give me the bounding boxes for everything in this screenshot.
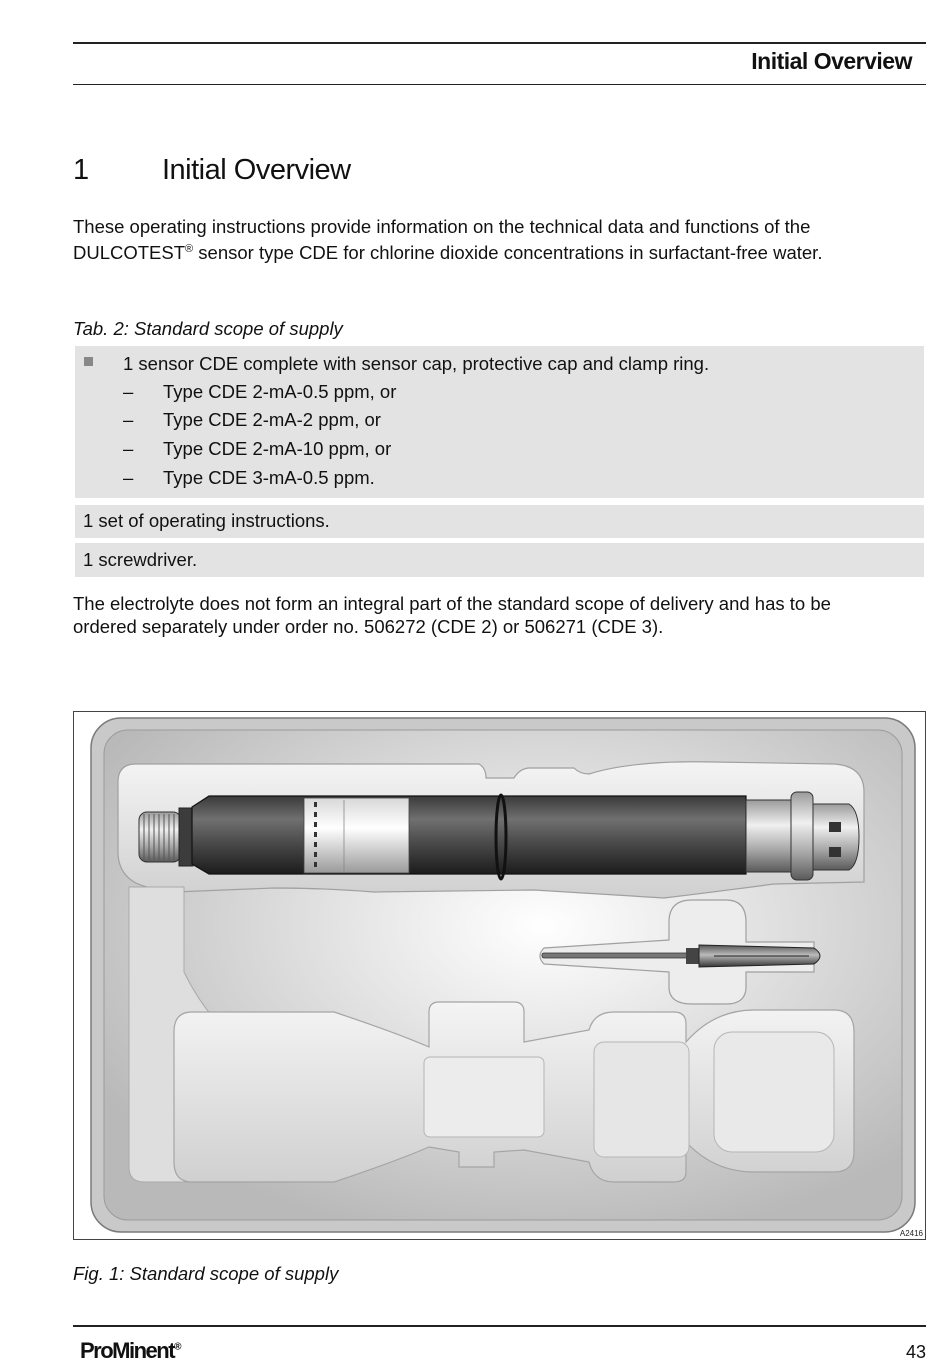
- running-header-title: Initial Overview: [751, 48, 912, 74]
- screwdriver-item-text: 1 screwdriver.: [83, 549, 198, 570]
- sensor-cde-icon: [139, 792, 859, 880]
- intro-paragraph: [73, 215, 923, 264]
- electrolyte-note: [73, 592, 923, 638]
- instructions-item-text: 1 set of operating instructions.: [83, 510, 330, 531]
- note-line-2: ordered separately under order no. 506272 (CDE 2) or 506271 (CDE 3).: [73, 616, 664, 637]
- sensor-type-item: Type CDE 3-mA-0.5 ppm.: [163, 467, 375, 488]
- square-bullet-icon: [84, 357, 93, 366]
- bottle-cap-recess: [594, 1042, 689, 1157]
- prominent-logo: [80, 1338, 181, 1364]
- intro-line-1: These operating instructions provide information on the technical data and functions of the: [73, 216, 811, 237]
- bottle-body-recess: [714, 1032, 834, 1152]
- dash-bullet-icon: –: [123, 467, 134, 488]
- table-row-sensor: [75, 346, 924, 498]
- packaging-illustration: [74, 712, 925, 1239]
- table-caption: Tab. 2: Standard scope of supply: [73, 318, 343, 339]
- table-row-instructions: [75, 505, 924, 538]
- page-number: 43: [905, 1342, 926, 1362]
- header-bottom-rule: [73, 84, 926, 85]
- intro-line-2-rest: sensor type CDE for chlorine dioxide concentrations in surfactant-free water.: [193, 242, 823, 264]
- bottle-neck-recess: [424, 1057, 544, 1137]
- dash-bullet-icon: –: [123, 409, 134, 430]
- sensor-type-item: Type CDE 2-mA-10 ppm, or: [163, 438, 392, 459]
- section-number: 1: [73, 154, 89, 186]
- sensor-type-item: Type CDE 2-mA-0.5 ppm, or: [163, 381, 397, 402]
- figure-code: A2416: [899, 1229, 923, 1238]
- logo-text: ProMinent: [80, 1338, 175, 1363]
- note-line-1: The electrolyte does not form an integral part of the standard scope of delivery and has to be: [73, 593, 831, 614]
- sensor-type-item: Type CDE 2-mA-2 ppm, or: [163, 409, 381, 430]
- intro-line-2: [73, 238, 923, 264]
- logo-registered-mark: ®: [174, 1341, 182, 1353]
- supply-figure: [73, 711, 926, 1240]
- brand-name: DULCOTEST: [73, 242, 186, 264]
- figure-caption: Fig. 1: Standard scope of supply: [73, 1263, 339, 1284]
- table-row-screwdriver: [75, 543, 924, 577]
- section-title: Initial Overview: [162, 154, 351, 186]
- registered-mark: ®: [185, 243, 194, 255]
- header-top-rule: [73, 42, 926, 44]
- dash-bullet-icon: –: [123, 438, 134, 459]
- dash-bullet-icon: –: [123, 381, 134, 402]
- sensor-item-text: 1 sensor CDE complete with sensor cap, protective cap and clamp ring.: [123, 353, 710, 374]
- footer-rule: [73, 1325, 926, 1327]
